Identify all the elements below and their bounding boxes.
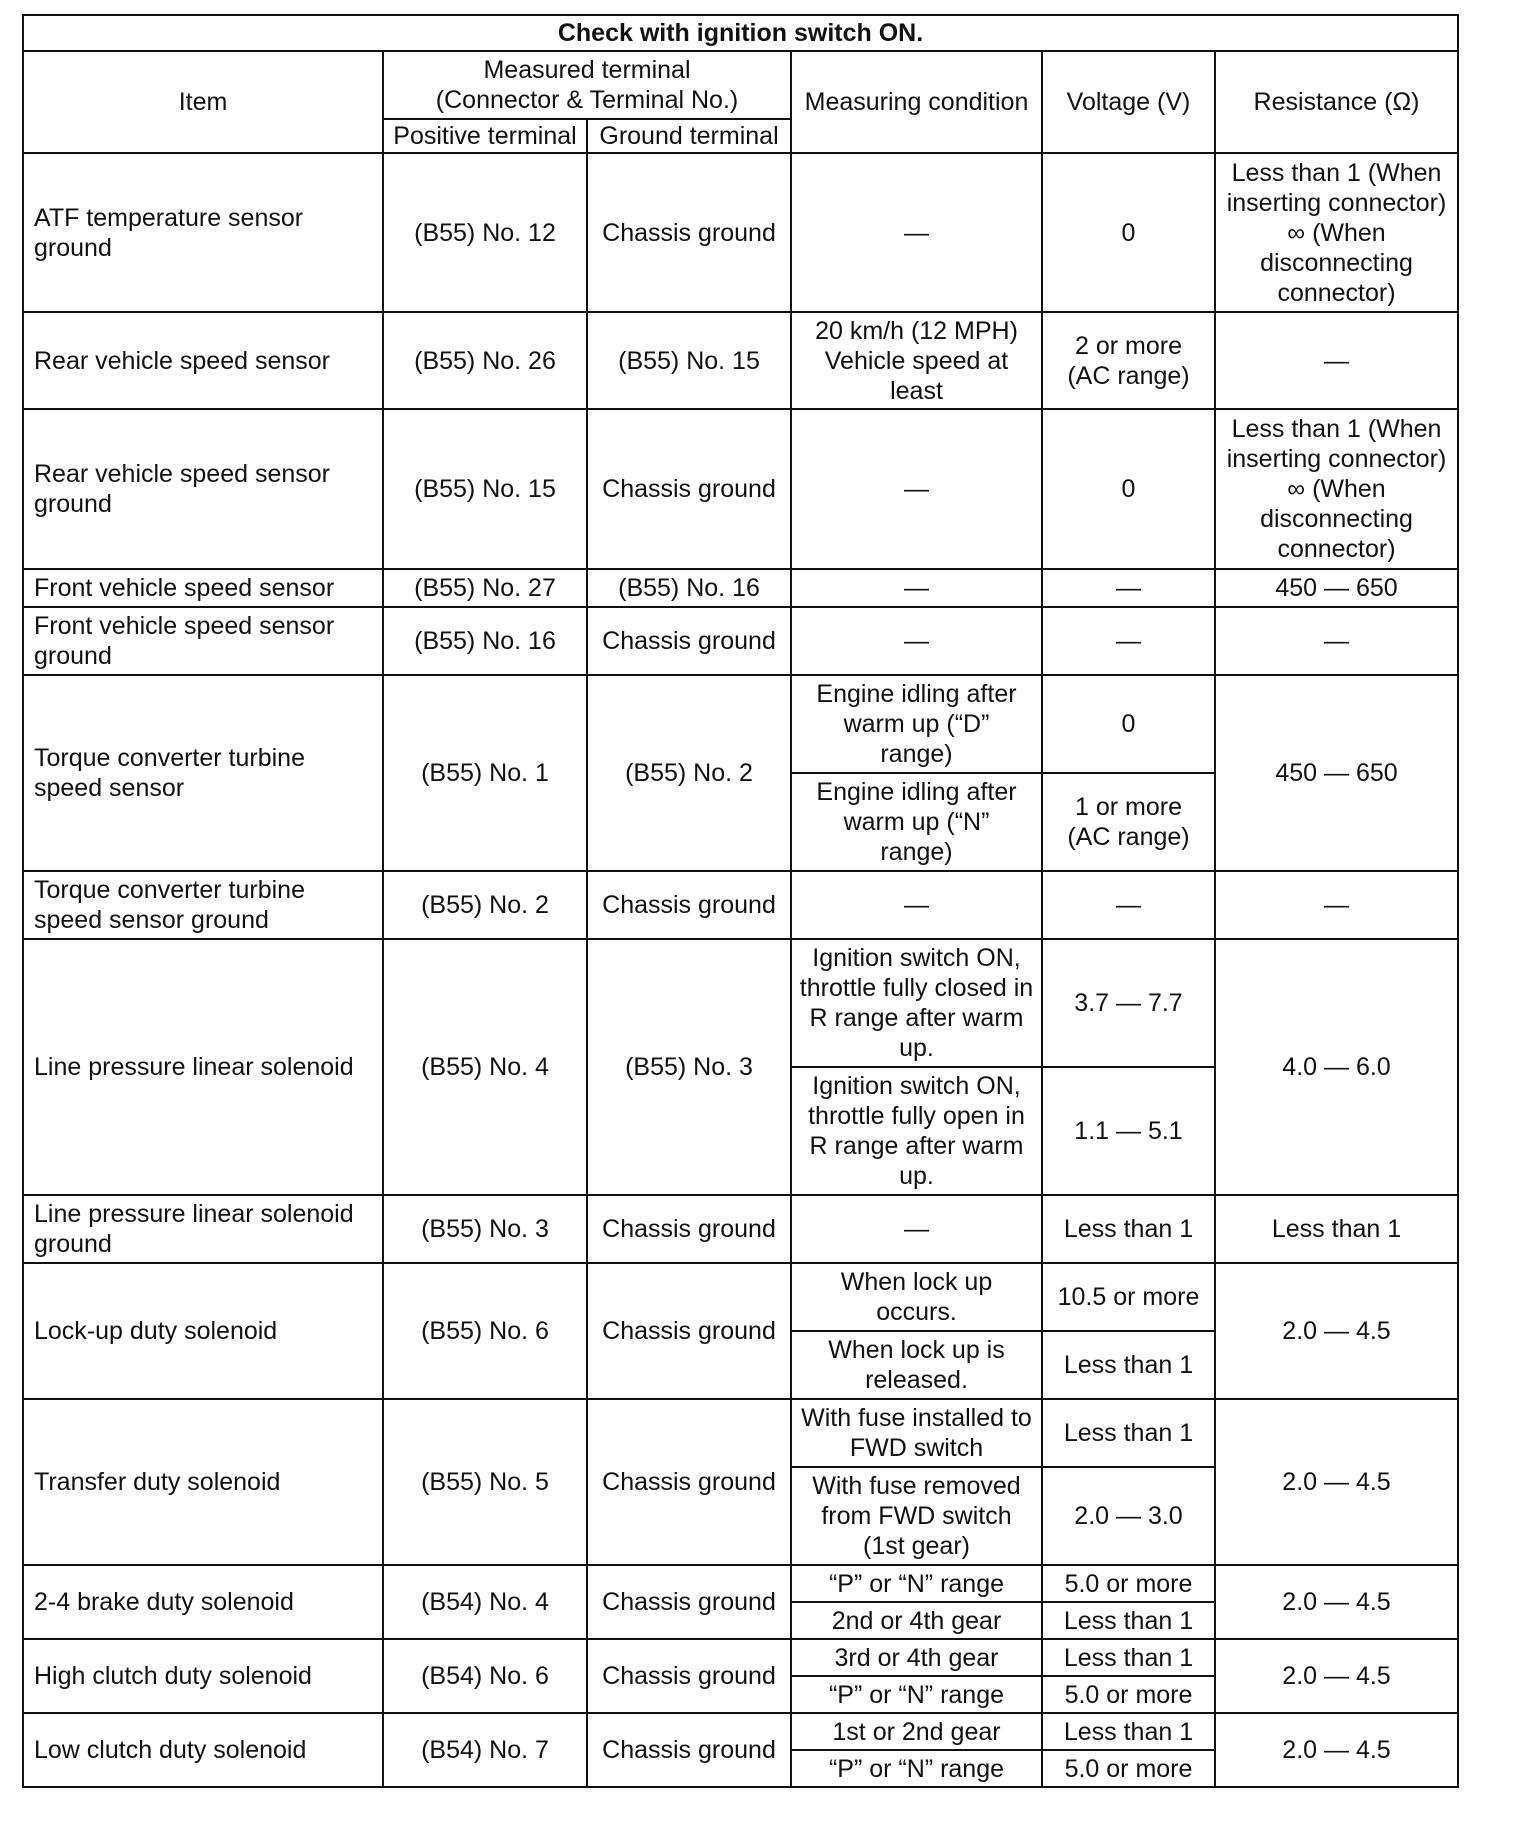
item-cell: ATF temperature sensor ground <box>23 153 383 312</box>
positive-terminal-cell: (B55) No. 4 <box>383 939 587 1195</box>
voltage-cell: Less than 1 <box>1042 1331 1215 1399</box>
condition-cell: — <box>791 1195 1042 1263</box>
item-cell: Torque converter turbine speed sensor <box>23 675 383 871</box>
table-row <box>23 871 1458 939</box>
table-row <box>23 607 1458 675</box>
ground-terminal-cell: Chassis ground <box>587 1263 791 1399</box>
item-cell: Low clutch duty solenoid <box>23 1713 383 1787</box>
ground-terminal-cell: Chassis ground <box>587 1565 791 1639</box>
table-row <box>23 675 1458 773</box>
voltage-cell: 2 or more (AC range) <box>1042 312 1215 409</box>
ground-terminal-cell: Chassis ground <box>587 871 791 939</box>
positive-terminal-cell: (B54) No. 7 <box>383 1713 587 1787</box>
voltage-cell: 1 or more (AC range) <box>1042 773 1215 871</box>
item-cell: Line pressure linear solenoid <box>23 939 383 1195</box>
header-item: Item <box>23 51 383 153</box>
condition-cell: Engine idling after warm up (“N” range) <box>791 773 1042 871</box>
item-cell: Front vehicle speed sensor ground <box>23 607 383 675</box>
ground-terminal-cell: (B55) No. 16 <box>587 569 791 607</box>
voltage-cell: Less than 1 <box>1042 1399 1215 1467</box>
condition-cell: 20 km/h (12 MPH) Vehicle speed at least <box>791 312 1042 409</box>
resistance-cell: Less than 1 (When inserting connector) ∞ (When disconnecting connector) <box>1215 409 1458 569</box>
header-resistance: Resistance (Ω) <box>1215 51 1458 153</box>
resistance-cell: Less than 1 <box>1215 1195 1458 1263</box>
positive-terminal-cell: (B55) No. 6 <box>383 1263 587 1399</box>
condition-cell: “P” or “N” range <box>791 1565 1042 1602</box>
item-cell: Lock-up duty solenoid <box>23 1263 383 1399</box>
condition-cell: — <box>791 569 1042 607</box>
item-cell: 2-4 brake duty solenoid <box>23 1565 383 1639</box>
resistance-cell: 450 — 650 <box>1215 675 1458 871</box>
voltage-cell: Less than 1 <box>1042 1639 1215 1676</box>
voltage-cell: — <box>1042 607 1215 675</box>
resistance-cell: 2.0 — 4.5 <box>1215 1565 1458 1639</box>
positive-terminal-cell: (B54) No. 4 <box>383 1565 587 1639</box>
positive-terminal-cell: (B55) No. 3 <box>383 1195 587 1263</box>
item-cell: Rear vehicle speed sensor ground <box>23 409 383 569</box>
item-cell: Transfer duty solenoid <box>23 1399 383 1565</box>
voltage-cell: 5.0 or more <box>1042 1750 1215 1787</box>
ground-terminal-cell: Chassis ground <box>587 1399 791 1565</box>
positive-terminal-cell: (B55) No. 5 <box>383 1399 587 1565</box>
voltage-cell: Less than 1 <box>1042 1713 1215 1750</box>
voltage-cell: 0 <box>1042 153 1215 312</box>
resistance-cell: 2.0 — 4.5 <box>1215 1639 1458 1713</box>
ground-terminal-cell: Chassis ground <box>587 1639 791 1713</box>
condition-cell: — <box>791 153 1042 312</box>
table-row <box>23 1713 1458 1750</box>
table-title: Check with ignition switch ON. <box>23 15 1458 51</box>
ground-terminal-cell: (B55) No. 15 <box>587 312 791 409</box>
voltage-cell: — <box>1042 569 1215 607</box>
table-row <box>23 1565 1458 1602</box>
positive-terminal-cell: (B55) No. 2 <box>383 871 587 939</box>
ground-terminal-cell: Chassis ground <box>587 1195 791 1263</box>
resistance-cell: 2.0 — 4.5 <box>1215 1713 1458 1787</box>
condition-cell: 3rd or 4th gear <box>791 1639 1042 1676</box>
table-row <box>23 1195 1458 1263</box>
voltage-cell: 3.7 — 7.7 <box>1042 939 1215 1067</box>
spec-table <box>22 14 1459 1788</box>
ground-terminal-cell: Chassis ground <box>587 153 791 312</box>
condition-cell: — <box>791 607 1042 675</box>
condition-cell: With fuse removed from FWD switch (1st gear) <box>791 1467 1042 1565</box>
positive-terminal-cell: (B55) No. 26 <box>383 312 587 409</box>
voltage-cell: 2.0 — 3.0 <box>1042 1467 1215 1565</box>
condition-cell: — <box>791 409 1042 569</box>
item-cell: Line pressure linear solenoid ground <box>23 1195 383 1263</box>
voltage-cell: 5.0 or more <box>1042 1565 1215 1602</box>
voltage-cell: 0 <box>1042 409 1215 569</box>
condition-cell: With fuse installed to FWD switch <box>791 1399 1042 1467</box>
item-cell: Rear vehicle speed sensor <box>23 312 383 409</box>
positive-terminal-cell: (B55) No. 16 <box>383 607 587 675</box>
header-measured-terminal: Measured terminal (Connector & Terminal No.) <box>383 51 791 119</box>
condition-cell: — <box>791 871 1042 939</box>
resistance-cell: 2.0 — 4.5 <box>1215 1263 1458 1399</box>
condition-cell: Engine idling after warm up (“D” range) <box>791 675 1042 773</box>
positive-terminal-cell: (B55) No. 12 <box>383 153 587 312</box>
positive-terminal-cell: (B55) No. 27 <box>383 569 587 607</box>
condition-cell: Ignition switch ON, throttle fully closed in R range after warm up. <box>791 939 1042 1067</box>
resistance-cell: 2.0 — 4.5 <box>1215 1399 1458 1565</box>
condition-cell: Ignition switch ON, throttle fully open in R range after warm up. <box>791 1067 1042 1195</box>
table-row <box>23 1263 1458 1331</box>
condition-cell: “P” or “N” range <box>791 1676 1042 1713</box>
condition-cell: 2nd or 4th gear <box>791 1602 1042 1639</box>
resistance-cell: — <box>1215 312 1458 409</box>
condition-cell: 1st or 2nd gear <box>791 1713 1042 1750</box>
header-ground-terminal: Ground terminal <box>587 119 791 153</box>
voltage-cell: — <box>1042 871 1215 939</box>
positive-terminal-cell: (B54) No. 6 <box>383 1639 587 1713</box>
table-row <box>23 1639 1458 1676</box>
resistance-cell: — <box>1215 607 1458 675</box>
header-positive-terminal: Positive terminal <box>383 119 587 153</box>
voltage-cell: 1.1 — 5.1 <box>1042 1067 1215 1195</box>
ground-terminal-cell: Chassis ground <box>587 607 791 675</box>
voltage-cell: Less than 1 <box>1042 1195 1215 1263</box>
table-row <box>23 939 1458 1067</box>
resistance-cell: 450 — 650 <box>1215 569 1458 607</box>
item-cell: Torque converter turbine speed sensor ground <box>23 871 383 939</box>
ground-terminal-cell: Chassis ground <box>587 1713 791 1787</box>
table-row <box>23 153 1458 312</box>
resistance-cell: — <box>1215 871 1458 939</box>
item-cell: Front vehicle speed sensor <box>23 569 383 607</box>
table-row <box>23 1399 1458 1467</box>
header-voltage: Voltage (V) <box>1042 51 1215 153</box>
positive-terminal-cell: (B55) No. 15 <box>383 409 587 569</box>
positive-terminal-cell: (B55) No. 1 <box>383 675 587 871</box>
ground-terminal-cell: (B55) No. 3 <box>587 939 791 1195</box>
resistance-cell: 4.0 — 6.0 <box>1215 939 1458 1195</box>
condition-cell: “P” or “N” range <box>791 1750 1042 1787</box>
ground-terminal-cell: Chassis ground <box>587 409 791 569</box>
table-row <box>23 312 1458 409</box>
item-cell: High clutch duty solenoid <box>23 1639 383 1713</box>
voltage-cell: 0 <box>1042 675 1215 773</box>
voltage-cell: 5.0 or more <box>1042 1676 1215 1713</box>
voltage-cell: 10.5 or more <box>1042 1263 1215 1331</box>
voltage-cell: Less than 1 <box>1042 1602 1215 1639</box>
table-row <box>23 569 1458 607</box>
ground-terminal-cell: (B55) No. 2 <box>587 675 791 871</box>
table-row <box>23 409 1458 569</box>
condition-cell: When lock up is released. <box>791 1331 1042 1399</box>
condition-cell: When lock up occurs. <box>791 1263 1042 1331</box>
resistance-cell: Less than 1 (When inserting connector) ∞ (When disconnecting connector) <box>1215 153 1458 312</box>
header-measuring-condition: Measuring condition <box>791 51 1042 153</box>
